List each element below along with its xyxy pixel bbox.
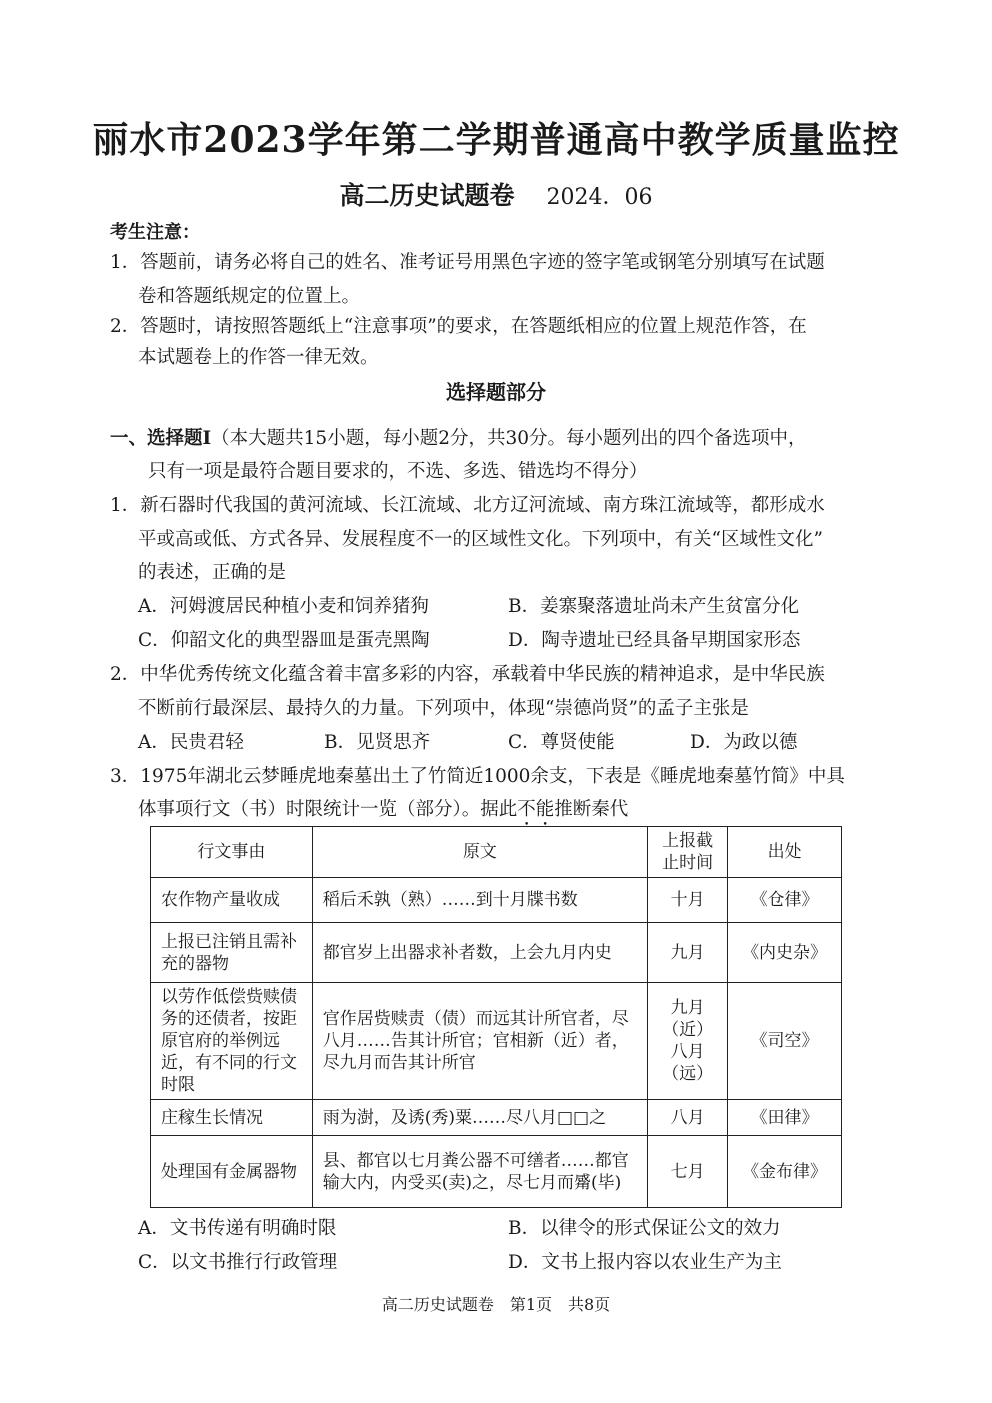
exam-title: 丽水市2023学年第二学期普通高中教学质量监控 (92, 119, 900, 161)
table-cell: 县、都官以七月粪公器不可缮者……都官输大内，内受买(卖)之，尽七月而觱(毕) (312, 1136, 647, 1208)
table-cell: 九月（近）八月（远） (648, 983, 728, 1100)
table-cell: 都官岁上出器求补者数，上会九月内史 (312, 923, 647, 983)
notice-item-1-line-2: 卷和答题纸规定的位置上。 (138, 286, 361, 307)
table-cell: 《司空》 (728, 983, 842, 1100)
q3-option-c: C．以文书推行行政管理 (138, 1252, 338, 1273)
q3-emphasis: 不能 (517, 799, 555, 820)
notice-item-1-line-1: 1．答题前，请务必将自己的姓名、准考证号用黑色字迹的签字笔或钢笔分别填写在试题 (110, 252, 825, 273)
q1-option-c: C．仰韶文化的典型器皿是蛋壳黑陶 (138, 630, 430, 651)
table-cell: 官作居赀赎责（债）而远其计所官者，尽八月……告其计所官；官相新（近）者，尽九月而告其计所官 (312, 983, 647, 1100)
table-row (151, 878, 842, 923)
q2-option-d: D．为政以德 (690, 732, 798, 753)
q2-option-b: B．见贤思齐 (324, 732, 431, 753)
table-row (151, 1100, 842, 1136)
q3-option-a: A．文书传递有明确时限 (138, 1218, 337, 1239)
q3-option-b: B．以律令的形式保证公文的效力 (508, 1218, 781, 1239)
table-cell: 稻后禾孰（熟）……到十月牒书数 (312, 878, 647, 923)
table-header: 行文事由 (151, 827, 313, 878)
table-header: 出处 (728, 827, 842, 878)
q1-stem-line-2: 平或高或低、方式各异、发展程度不一的区域性文化。下列项中，有关“区域性文化” (138, 529, 823, 550)
table-header: 上报截止时间 (648, 827, 728, 878)
table-header-row (151, 827, 842, 878)
q2-stem-line-2: 不断前行最深层、最持久的力量。下列项中，体现“崇德尚贤”的孟子主张是 (138, 698, 749, 719)
table-cell: 以劳作低偿赀赎债务的还债者，按距原官府的举例远近，有不同的行文时限 (151, 983, 313, 1100)
page-footer: 高二历史试题卷 第1页 共8页 (381, 1295, 611, 1314)
section-title: 选择题部分 (446, 380, 546, 404)
q3-stem-line-1: 3．1975年湖北云梦睡虎地秦墓出土了竹简近1000余支，下表是《睡虎地秦墓竹简》中具 (110, 766, 845, 787)
table-cell: 九月 (648, 923, 728, 983)
part-desc-line-1: （本大题共15小题，每小题2分，共30分。每小题列出的四个备选项中， (211, 428, 807, 449)
q1-stem-line-3: 的表述，正确的是 (138, 562, 287, 583)
part-label: 一、选择题Ⅰ (110, 428, 212, 449)
table-cell: 庄稼生长情况 (151, 1100, 313, 1136)
exam-subtitle (0, 176, 992, 212)
q1-stem-line-1: 1．新石器时代我国的黄河流域、长江流域、北方辽河流域、南方珠江流域等，都形成水 (110, 495, 825, 516)
q2-stem-line-1: 2．中华优秀传统文化蕴含着丰富多彩的内容，承载着中华民族的精神追求，是中华民族 (110, 664, 825, 685)
q1-option-d: D．陶寺遗址已经具备早期国家形态 (508, 630, 801, 651)
table-cell: 上报已注销且需补充的器物 (151, 923, 313, 983)
notice-heading: 考生注意： (110, 222, 200, 243)
exam-date: 2024．06 (546, 185, 653, 210)
q3-stem-line-2 (138, 795, 628, 830)
table-cell: 《仓律》 (728, 878, 842, 923)
table-row (151, 923, 842, 983)
table-cell: 《田律》 (728, 1100, 842, 1136)
table-cell: 八月 (648, 1100, 728, 1136)
notice-item-2-line-2: 本试题卷上的作答一律无效。 (138, 347, 379, 368)
table-cell: 《金布律》 (728, 1136, 842, 1208)
table-cell: 雨为澍，及诱(秀)粟……尽八月□□之 (312, 1100, 647, 1136)
q1-option-b: B．姜寨聚落遗址尚未产生贫富分化 (508, 596, 800, 617)
part-instructions (110, 424, 807, 450)
table-cell: 七月 (648, 1136, 728, 1208)
table-cell: 农作物产量收成 (151, 878, 313, 923)
q3-option-d: D．文书上报内容以农业生产为主 (508, 1252, 782, 1273)
notice-item-2-line-1: 2．答题时，请按照答题纸上“注意事项”的要求，在答题纸相应的位置上规范作答，在 (110, 316, 807, 337)
table-row (151, 1136, 842, 1208)
q2-option-a: A．民贵君轻 (138, 732, 244, 753)
q2-option-c: C．尊贤使能 (508, 732, 615, 753)
table-cell: 《内史杂》 (728, 923, 842, 983)
table-header: 原文 (312, 827, 647, 878)
table-row (151, 983, 842, 1100)
document-table (150, 826, 842, 1208)
q3-stem-post: 推断秦代 (554, 799, 629, 820)
table-cell: 处理国有金属器物 (151, 1136, 313, 1208)
table-cell: 十月 (648, 878, 728, 923)
q3-stem-pre: 体事项行文（书）时限统计一览（部分）。据此 (138, 799, 518, 820)
part-desc-line-2: 只有一项是最符合题目要求的，不选、多选、错选均不得分） (148, 461, 648, 482)
subtitle-text: 高二历史试题卷 (339, 181, 515, 210)
q1-option-a: A．河姆渡居民种植小麦和饲养猪狗 (138, 596, 429, 617)
